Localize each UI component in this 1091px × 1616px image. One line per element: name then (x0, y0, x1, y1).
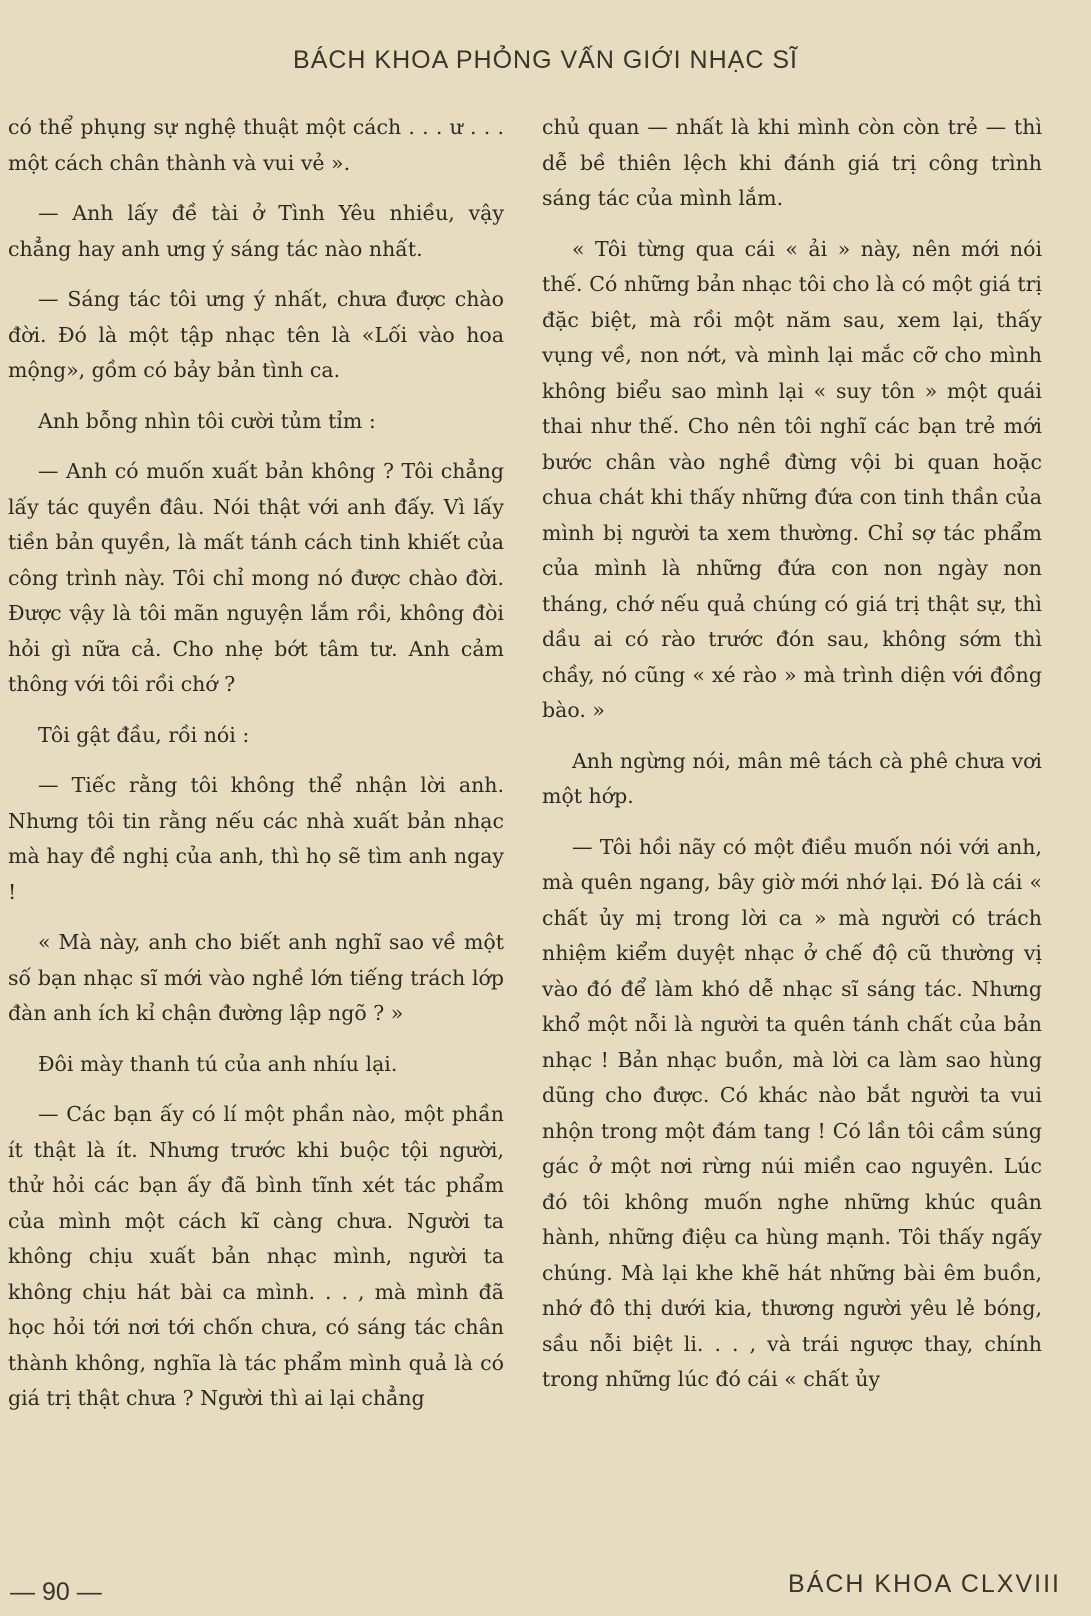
paragraph: Tôi gật đầu, rồi nói : (38, 722, 250, 747)
page-number: — 90 — (10, 1578, 102, 1606)
paragraph: — Tiếc rằng tôi không thể nhận lời anh. Nhưng tôi tin rằng nếu các nhà xuất bản nhạc mà hay đề nghị của anh, thì họ sẽ tìm anh ngay ! (8, 773, 504, 904)
paragraph: — Tôi hồi nãy có một điều muốn nói với anh, mà quên ngang, bây giờ mới nhớ lại. Đó là cái « chất ủy mị trong lời ca » mà người có trách nhiệm kiểm duyệt nhạc ở chế độ cũ thường vị vào đó để làm khó dễ nhạc sĩ sáng tác. Nhưng khổ một nỗi là người ta quên tánh chất của bản nhạc ! Bản nhạc buồn, mà lời ca làm sao hùng dũng cho được. Có khác nào bắt người ta vui nhộn trong một đám tang ! Có lần tôi cầm súng gác ở một nơi rừng núi miền cao nguyên. Lúc đó tôi không muốn nghe những khúc quân hành, những điệu ca hùng mạnh. Tôi thấy ngấy chúng. Mà lại khe khẽ hát những bài êm buồn, nhớ đô thị dưới kia, thương người yêu lẻ bóng, sầu nỗi biệt li. . . , và trái ngược thay, chính trong những lúc đó cái « chất ủy (542, 834, 1042, 1391)
paragraph: « Mà này, anh cho biết anh nghĩ sao về một số bạn nhạc sĩ mới vào nghề lớn tiếng trách lớp đàn anh ích kỉ chận đường lập ngõ ? » (8, 930, 504, 1025)
paragraph: Đôi mày thanh tú của anh nhíu lại. (38, 1051, 398, 1076)
running-head: BÁCH KHOA PHỎNG VẤN GIỚI NHẠC SĨ (293, 46, 798, 74)
paragraph: có thể phụng sự nghệ thuật một cách . . . ư . . . một cách chân thành và vui vẻ ». (8, 115, 504, 175)
right-column (542, 110, 1042, 1413)
paragraph: — Anh lấy đề tài ở Tình Yêu nhiều, vậy chẳng hay anh ưng ý sáng tác nào nhất. (8, 201, 504, 261)
paragraph: — Anh có muốn xuất bản không ? Tôi chẳng lấy tác quyền đâu. Nói thật với anh đấy. Vì lấy tiền bản quyền, là mất tánh cách tinh khiết của công trình này. Tôi chỉ mong nó được chào đời. Được vậy là tôi mãn nguyện lắm rồi, không đòi hỏi gì nữa cả. Cho nhẹ bớt tâm tư. Anh cảm thông với tôi rồi chớ ? (8, 459, 504, 696)
paragraph: — Các bạn ấy có lí một phần nào, một phần ít thật là ít. Nhưng trước khi buộc tội người, thử hỏi các bạn ấy đã bình tĩnh xét tác phẩm của mình một cách kĩ càng chưa. Người ta không chịu xuất bản nhạc mình, người ta không chịu hát bài ca mình. . . , mà mình đã học hỏi tới nơi tới chốn chưa, có sáng tác chân thành không, nghĩa là tác phẩm mình quả là có giá trị thật chưa ? Người thì ai lại chẳng (8, 1102, 504, 1410)
left-column (8, 110, 504, 1432)
paragraph: « Tôi từng qua cái « ải » này, nên mới nói thế. Có những bản nhạc tôi cho là có một giá trị đặc biệt, mà rồi một năm sau, xem lại, thấy vụng về, non nớt, và mình lại mắc cỡ cho mình không biểu sao mình lại « suy tôn » một quái thai như thế. Cho nên tôi nghĩ các bạn trẻ mới bước chân vào nghề đừng vội bi quan hoặc chua chát khi thấy những đứa con tinh thần của mình bị người ta xem thường. Chỉ sợ tác phẩm của mình là những đứa con non ngày non tháng, chớ nếu quả chúng có giá trị thật sự, thì dầu ai có rào trước đón sau, không sớm thì chầy, nó cũng « xé rào » mà trình diện với đồng bào. » (542, 236, 1042, 722)
journal-issue: BÁCH KHOA CLXVIII (788, 1570, 1061, 1598)
paragraph: — Sáng tác tôi ưng ý nhất, chưa được chào đời. Đó là một tập nhạc tên là «Lối vào hoa mộng», gồm có bảy bản tình ca. (8, 287, 504, 382)
paragraph: Anh ngừng nói, mân mê tách cà phê chưa vơi một hớp. (542, 748, 1042, 808)
paragraph: Anh bỗng nhìn tôi cười tủm tỉm : (38, 408, 376, 433)
paragraph: chủ quan — nhất là khi mình còn còn trẻ — thì dễ bề thiên lệch khi đánh giá trị công trình sáng tác của mình lắm. (542, 115, 1042, 210)
